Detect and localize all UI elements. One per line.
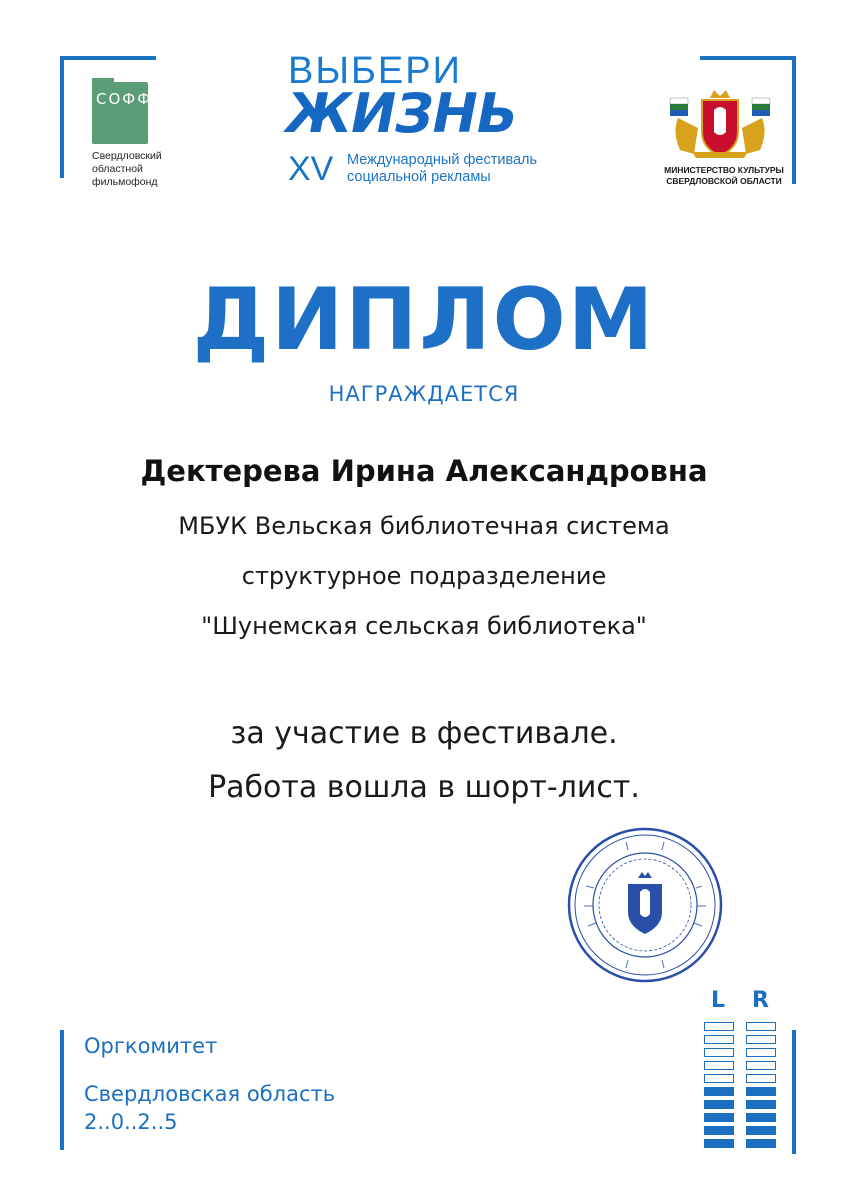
meter-segment [704, 1100, 734, 1109]
festival-caption-line: социальной рекламы [347, 169, 491, 185]
year: 2..0..2..5 [84, 1110, 178, 1134]
diploma-title: ДИПЛОМ [192, 270, 656, 370]
meter-segment [704, 1048, 734, 1057]
meter-segment [746, 1022, 776, 1031]
reason-line: за участие в фестивале. [230, 716, 618, 751]
recipient-name: Дектерева Ирина Александровна [140, 454, 708, 488]
festival-caption [347, 152, 607, 186]
meter-left-channel [704, 1022, 734, 1152]
meter-segment [746, 1100, 776, 1109]
festival-caption-line: Международный фестиваль [347, 152, 538, 168]
meter-segment [704, 1074, 734, 1083]
frame-edge-bottom-right [790, 1030, 796, 1154]
meter-segment [746, 1074, 776, 1083]
meter-segment [704, 1113, 734, 1122]
organization-line: "Шунемская сельская библиотека" [201, 612, 647, 640]
meter-segment [704, 1022, 734, 1031]
festival-logo-line1: ВЫБЕРИ [288, 50, 462, 92]
ministry-caption-line: МИНИСТЕРСТВО КУЛЬТУРЫ [664, 165, 784, 175]
meter-segment [746, 1139, 776, 1148]
meter-segment [704, 1087, 734, 1096]
festival-edition: XV [288, 150, 334, 188]
coat-of-arms-icon [664, 88, 776, 160]
meter-segment [704, 1139, 734, 1148]
organization-line: МБУК Вельская библиотечная система [178, 512, 670, 540]
meter-segment [746, 1035, 776, 1044]
meter-left-label: L [711, 988, 726, 1013]
official-stamp [566, 826, 724, 984]
meter-segment [746, 1113, 776, 1122]
film-fund-caption-line: фильмофонд [92, 176, 158, 188]
meter-segment [746, 1087, 776, 1096]
meter-segment [746, 1126, 776, 1135]
organization-line: структурное подразделение [241, 562, 607, 590]
ministry-caption [640, 165, 808, 187]
meter-right-channel [746, 1022, 776, 1152]
film-fund-caption-line: областной [92, 163, 143, 175]
meter-segment [704, 1061, 734, 1070]
meter-segment [704, 1035, 734, 1044]
meter-segment [746, 1048, 776, 1057]
festival-logo-line2: ЖИЗНЬ [286, 82, 518, 145]
film-fund-logo-letters: СОФФ [96, 90, 153, 108]
meter-segment [746, 1061, 776, 1070]
film-fund-caption [92, 150, 212, 189]
film-fund-caption-line: Свердловский [92, 150, 162, 162]
reason-line: Работа вошла в шорт-лист. [208, 770, 640, 805]
region-name: Свердловская область [84, 1082, 336, 1106]
frame-edge-bottom-left [60, 1030, 66, 1150]
awarded-to-label: НАГРАЖДАЕТСЯ [328, 382, 520, 406]
organizing-committee: Оргкомитет [84, 1034, 218, 1058]
meter-segment [704, 1126, 734, 1135]
ministry-caption-line: СВЕРДЛОВСКОЙ ОБЛАСТИ [666, 176, 782, 186]
meter-right-label: R [752, 988, 769, 1013]
